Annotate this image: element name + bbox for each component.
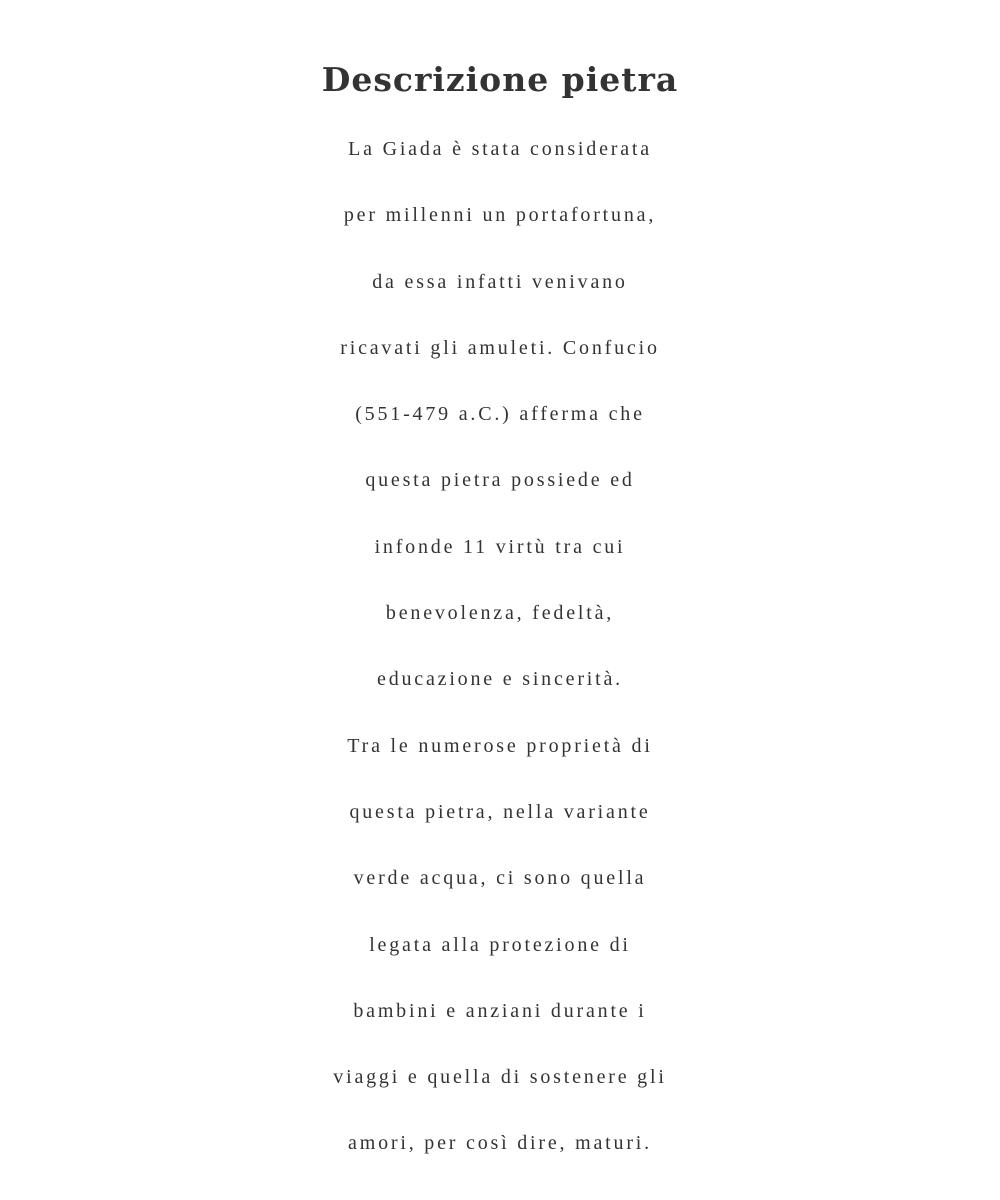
description-line: verde acqua, ci sono quella (353, 867, 647, 890)
description-line: viaggi e quella di sostenere gli (333, 1066, 667, 1089)
description-line: da essa infatti venivano (372, 270, 628, 293)
description-line: infonde 11 virtù tra cui (374, 535, 626, 558)
description-line: bambini e anziani durante i (353, 999, 647, 1022)
description-line: legata alla protezione di (369, 933, 631, 956)
description-line: ricavati gli amuleti. Confucio (340, 336, 660, 359)
description-line: (551-479 a.C.) afferma che (355, 403, 645, 426)
description-text (0, 116, 1000, 1177)
description-line: per millenni un portafortuna, (343, 204, 657, 227)
section-heading: Descrizione pietra (321, 60, 679, 99)
description-line: La Giada è stata considerata (348, 138, 652, 160)
description-line: amori, per così dire, maturi. (348, 1132, 652, 1155)
description-line: educazione e sincerità. (377, 668, 623, 691)
description-line: Tra le numerose proprietà di (347, 734, 653, 757)
description-line: questa pietra, nella variante (349, 800, 651, 823)
description-line: questa pietra possiede ed (365, 469, 635, 492)
description-line: benevolenza, fedeltà, (385, 602, 615, 625)
